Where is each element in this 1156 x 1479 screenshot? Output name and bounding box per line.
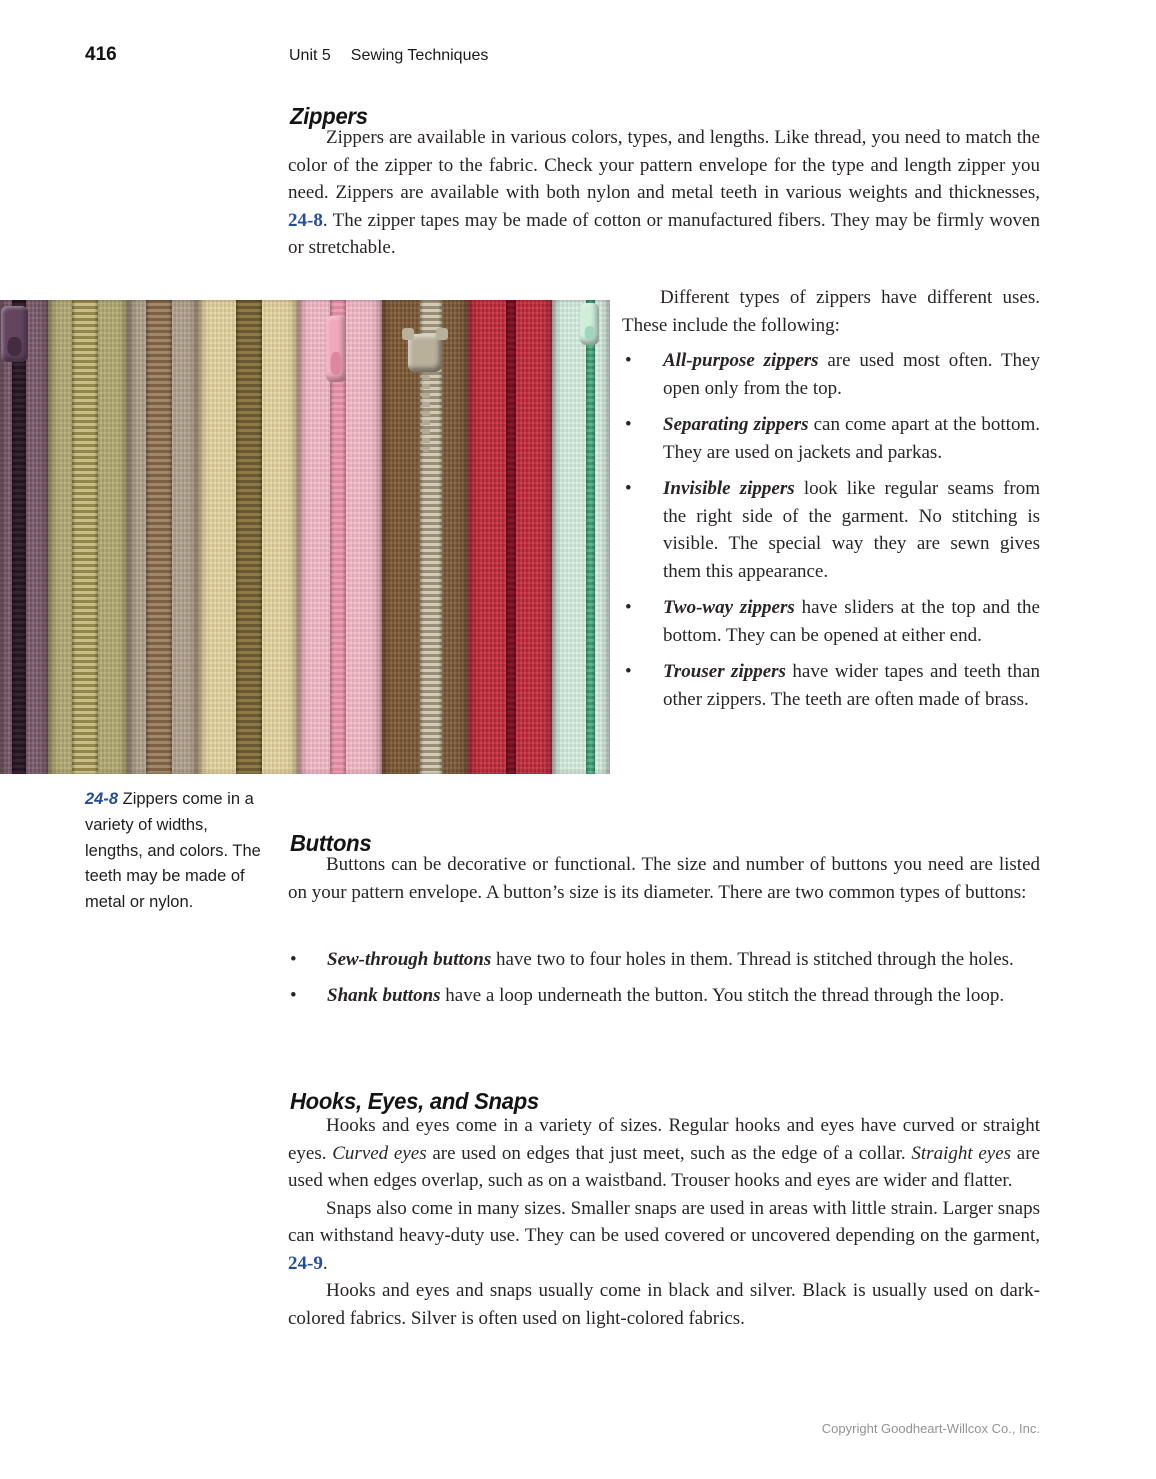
unit-title: Sewing Techniques [350,47,489,64]
zipper-pull-icon [1,306,28,362]
hooks-heading: Hooks, Eyes, and Snaps [290,1088,539,1115]
buttons-heading: Buttons [290,830,372,857]
hooks-section-body [288,1112,1040,1332]
figure-caption [85,787,265,916]
term-text: have sliders at the top and the bottom. They can be opened at either end. [663,597,1040,646]
bullet-icon: • [625,478,632,499]
term-text: have two to four holes in them. Thread is stitched through the holes. [491,949,1014,970]
zipper-stripe-olive [48,300,128,774]
running-header [289,47,488,65]
unit-label: Unit 5 [289,47,331,64]
zipper-types-intro: Different types of zippers have different uses. These include the following: [622,287,1040,336]
zipper-stripe-tan [128,300,198,774]
zipper-stripe-pink [298,300,382,774]
bullet-icon: • [625,597,632,618]
zipper-teeth [506,300,516,774]
copyright-notice: Copyright Goodheart-Willcox Co., Inc. [821,1421,1040,1436]
buttons-intro-paragraph [288,851,1040,906]
zipper-pull-icon [580,303,599,345]
zipper-teeth [146,300,172,774]
zipper-teeth [236,300,262,774]
term-text: can come apart at the bottom. They are used on jackets and parkas. [663,414,1040,463]
term-lead: Sew-through buttons [327,949,492,970]
paragraph: Hooks and eyes and snaps usually come in black and silver. Black is usually used on dark-colored fabrics. Silver is often used on light-colored fabrics. [288,1280,1040,1329]
zipper-type-item [622,594,1040,649]
zippers-photo [0,300,610,774]
button-types-list [288,946,1040,1017]
pull-hole [7,337,22,356]
pull-hole [584,326,594,340]
bullet-icon: • [290,949,297,970]
term-lead: Separating zippers [663,414,809,435]
paragraph: Snaps also come in many sizes. Smaller snaps are used in areas with little strain. Larger snaps can withstand heavy-duty use. They can be used covered or uncovered depending on the garment, 24-9. [288,1197,1040,1274]
bullet-icon: • [625,350,632,371]
zipper-stripe-mint [552,300,610,774]
zipper-stripe-cream [198,300,298,774]
bullet-icon: • [625,661,632,682]
zipper-type-item [622,658,1040,713]
button-type-item [288,946,1040,974]
zipper-stripe-red [468,300,552,774]
paragraph: Buttons can be decorative or functional. The size and number of buttons you need are listed on your pattern envelope. A button’s size is its diameter. There are two common types of buttons: [288,854,1040,903]
paragraph: Zippers are available in various colors, types, and lengths. Like thread, you need to match the color of the zipper to the fabric. Check your pattern envelope for the type and length zipper you need. Zippers are available with both nylon and metal teeth in various weights and thicknesses, 24-8. The zipper tapes may be made of cotton or manufactured fibers. They may be firmly woven or stretchable. [288,127,1040,258]
zipper-type-item [622,411,1040,466]
term-lead: All-purpose zippers [663,350,819,371]
zippers-heading: Zippers [290,103,368,130]
pull-hole [331,352,342,374]
zipper-slider-icon [408,334,442,372]
zipper-types-list [622,347,1040,713]
term-lead: Two-way zippers [663,597,795,618]
zipper-chain-icon [422,374,430,452]
term-lead: Shank buttons [327,984,441,1006]
zipper-types-column [622,284,1040,722]
zipper-teeth [586,300,595,774]
zipper-teeth [72,300,98,774]
bullet-icon: • [625,414,632,435]
figure-caption-text: Zippers come in a variety of widths, lengths, and colors. The teeth may be made of metal or nylon. [85,790,261,912]
term-text: have a loop underneath the button. You stitch the thread through the loop. [440,984,1005,1006]
term-text: have wider tapes and teeth than other zippers. The teeth are often made of brass. [663,661,1040,710]
term-text: look like regular seams from the right side of the garment. No stitching is visible. The special way they are sewn gives them this appearance. [663,478,1041,582]
zipper-teeth [12,300,26,774]
paragraph: Hooks and eyes come in a variety of sizes. Regular hooks and eyes have curved or straight eyes. Curved eyes are used on edges that just meet, such as the edge of a collar. Straight eyes are used when edges overlap, such as on a waistband. Trouser hooks and eyes are wider and flatter. [288,1115,1040,1191]
zipper-type-item [622,347,1040,402]
zipper-pull-icon [326,316,346,382]
zipper-type-item [622,475,1040,585]
zipper-stripe-brown [382,300,468,774]
term-text: are used most often. They open only from the top. [663,350,1040,399]
term-lead: Invisible zippers [663,478,795,499]
term-lead: Trouser zippers [663,661,786,682]
page-number: 416 [85,44,117,65]
button-type-item [288,982,1040,1010]
zippers-intro-paragraph [288,124,1040,262]
zipper-stripe-plum [0,300,48,774]
bullet-icon: • [290,984,297,1006]
figure-ref: 24-8 [85,790,119,808]
